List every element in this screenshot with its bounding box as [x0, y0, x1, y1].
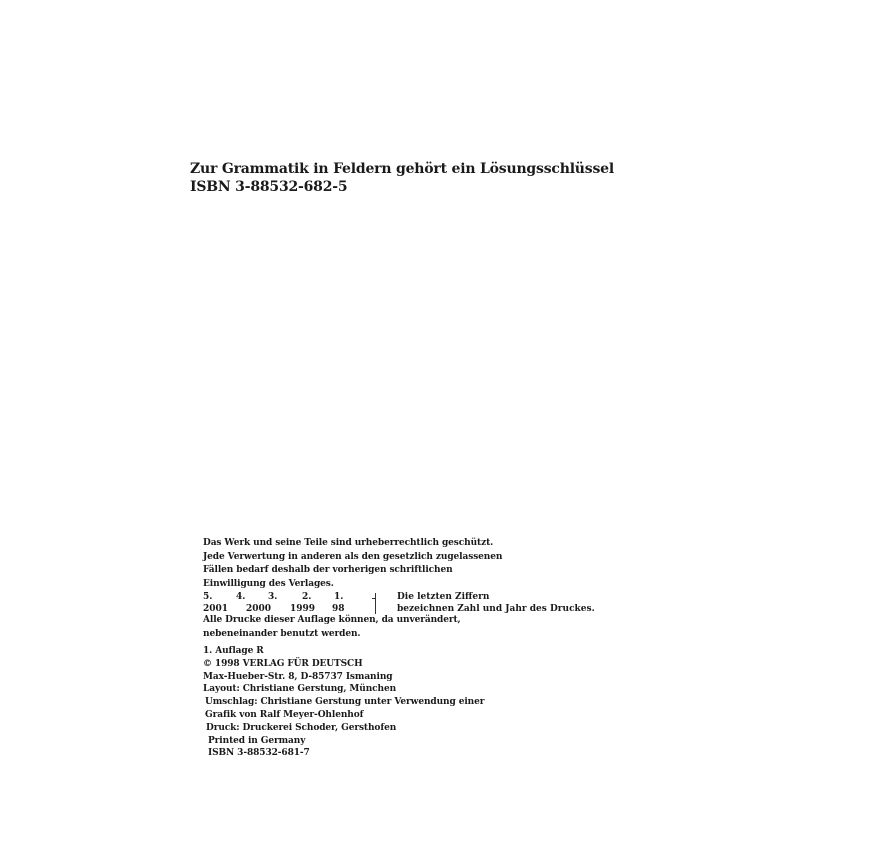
print-number: 4. [236, 592, 246, 602]
publisher-copyright: © 1998 VERLAG FÜR DEUTSCH [203, 658, 363, 669]
print-year: 2001 [203, 604, 229, 614]
print-year: 2000 [246, 604, 272, 614]
print-number: 2. [302, 592, 312, 602]
layout-credit: Layout: Christiane Gerstung, München [203, 684, 397, 695]
copyright-line: Fällen bedarf deshalb der vorherigen schriftlichen [203, 565, 453, 575]
book-isbn: ISBN 3-88532-681-7 [208, 748, 310, 759]
copyright-line: Einwilligung des Verlages. [203, 578, 334, 589]
copyright-line: Jede Verwertung in anderen als den gesetzlich zugelassenen [203, 551, 503, 562]
publisher-address: Max-Hueber-Str. 8, D-85737 Ismaning [203, 671, 393, 682]
edition-label: 1. Auflage R [203, 646, 264, 656]
header-block [190, 160, 614, 196]
graphic-credit: Grafik von Ralf Meyer-Ohlenhof [205, 709, 364, 720]
print-note-line: bezeichnen Zahl und Jahr des Druckes. [397, 604, 595, 614]
solution-key-note: Zur Grammatik in Feldern gehört ein Lösungsschlüssel [190, 161, 614, 177]
print-note-line: Die letzten Ziffern [397, 592, 490, 602]
print-number: 1. [334, 592, 344, 602]
cover-credit: Umschlag: Christiane Gerstung unter Verwendung einer [205, 697, 485, 708]
copyright-notice [203, 537, 502, 591]
editions-line: Alle Drucke dieser Auflage können, da unverändert, [203, 615, 461, 625]
print-number: 5. [203, 592, 213, 602]
print-bracket-tick [372, 598, 375, 599]
print-year: 98 [332, 604, 345, 614]
editions-line: nebeneinander benutzt werden. [203, 628, 361, 639]
editions-note [203, 614, 461, 641]
print-number: 3. [268, 592, 278, 602]
printed-in: Printed in Germany [208, 735, 306, 746]
printer-credit: Druck: Druckerei Schoder, Gersthofen [206, 722, 397, 733]
credits-block [203, 645, 484, 760]
solution-key-isbn: ISBN 3-88532-682-5 [190, 179, 348, 195]
print-bracket [375, 593, 377, 614]
copyright-line: Das Werk und seine Teile sind urheberrechtlich geschützt. [203, 538, 494, 548]
print-year: 1999 [290, 604, 316, 614]
